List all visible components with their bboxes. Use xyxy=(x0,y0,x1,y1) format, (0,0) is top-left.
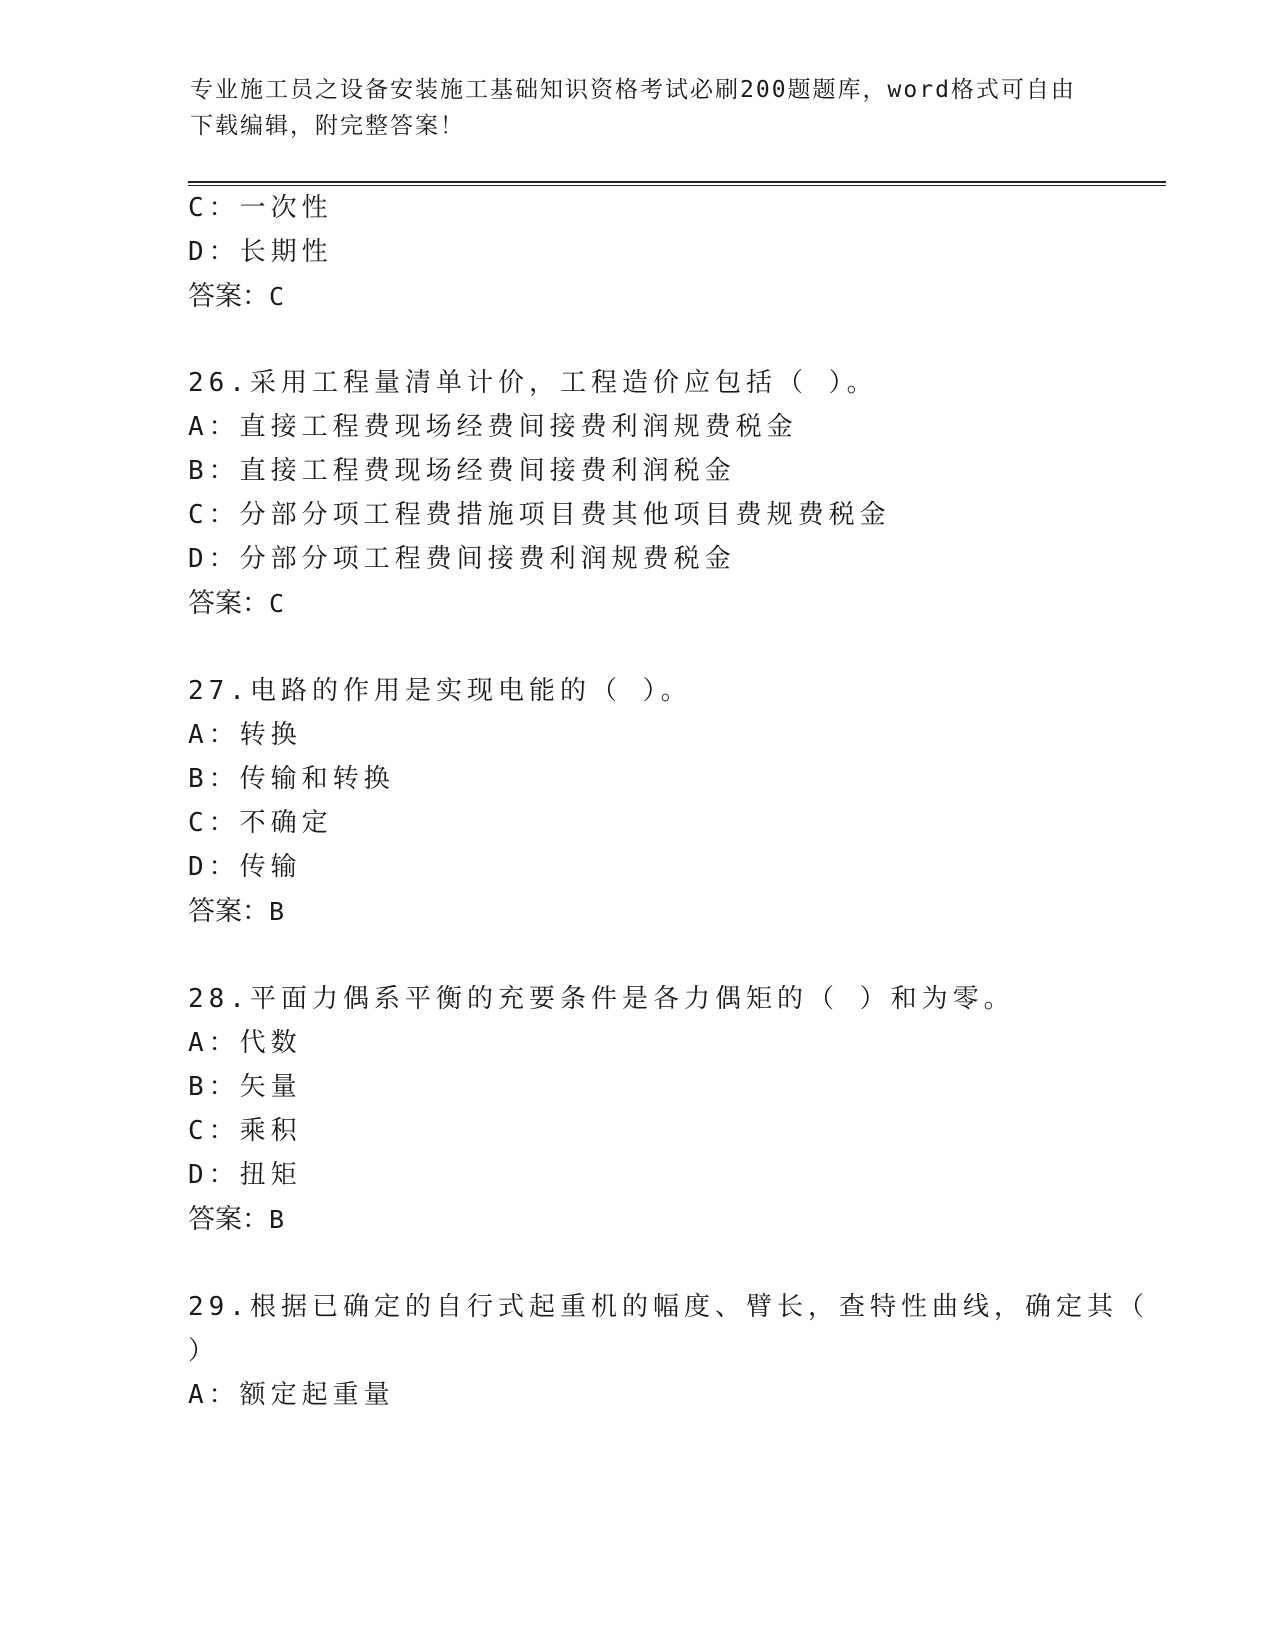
q28-option-a: A：代数 xyxy=(188,1028,302,1058)
q28-option-b: B：矢量 xyxy=(188,1072,302,1102)
q28-option-d: D：扭矩 xyxy=(188,1160,302,1190)
answer-value: C xyxy=(269,589,285,618)
q27-answer xyxy=(188,894,284,929)
q26-stem: 26.采用工程量清单计价，工程造价应包括（ ）。 xyxy=(188,368,878,398)
q29-option-a: A：额定起重量 xyxy=(188,1380,395,1410)
answer-label: 答案： xyxy=(188,1204,269,1234)
q29-stem-line1: 29.根据已确定的自行式起重机的幅度、臂长，查特性曲线，确定其（ xyxy=(188,1292,1149,1322)
q29-stem-line2: ） xyxy=(188,1336,220,1366)
q26-option-d: D：分部分项工程费间接费利润规费税金 xyxy=(188,544,736,574)
q27-option-a: A：转换 xyxy=(188,720,302,750)
q27-option-c: C：不确定 xyxy=(188,808,333,838)
q27-option-b: B：传输和转换 xyxy=(188,764,395,794)
document-header xyxy=(190,72,1080,144)
header-divider-thick xyxy=(188,181,1166,183)
q26-option-b: B：直接工程费现场经费间接费利润税金 xyxy=(188,456,736,486)
header-divider-thin xyxy=(188,185,1166,186)
header-title-line1: 专业施工员之设备安装施工基础知识资格考试必刷200题题库，word格式可自由 xyxy=(190,77,1076,103)
answer-value: B xyxy=(269,1205,285,1234)
q28-answer xyxy=(188,1202,284,1237)
q26-answer xyxy=(188,586,284,621)
answer-label: 答案： xyxy=(188,896,269,926)
answer-value: B xyxy=(269,897,285,926)
answer-value: C xyxy=(269,282,285,311)
header-title-line2: 下载编辑，附完整答案！ xyxy=(190,113,465,139)
answer-label: 答案： xyxy=(188,588,269,618)
q28-stem: 28.平面力偶系平衡的充要条件是各力偶矩的（ ）和为零。 xyxy=(188,984,1015,1014)
q27-stem: 27.电路的作用是实现电能的（ ）。 xyxy=(188,676,692,706)
q26-option-c: C：分部分项工程费措施项目费其他项目费规费税金 xyxy=(188,500,891,530)
q28-option-c: C：乘积 xyxy=(188,1116,302,1146)
q25-answer xyxy=(188,279,284,314)
q27-option-d: D：传输 xyxy=(188,852,302,882)
q25-option-c: C：一次性 xyxy=(188,193,333,223)
answer-label: 答案： xyxy=(188,281,269,311)
q26-option-a: A：直接工程费现场经费间接费利润规费税金 xyxy=(188,412,798,442)
q25-option-d: D：长期性 xyxy=(188,237,333,267)
